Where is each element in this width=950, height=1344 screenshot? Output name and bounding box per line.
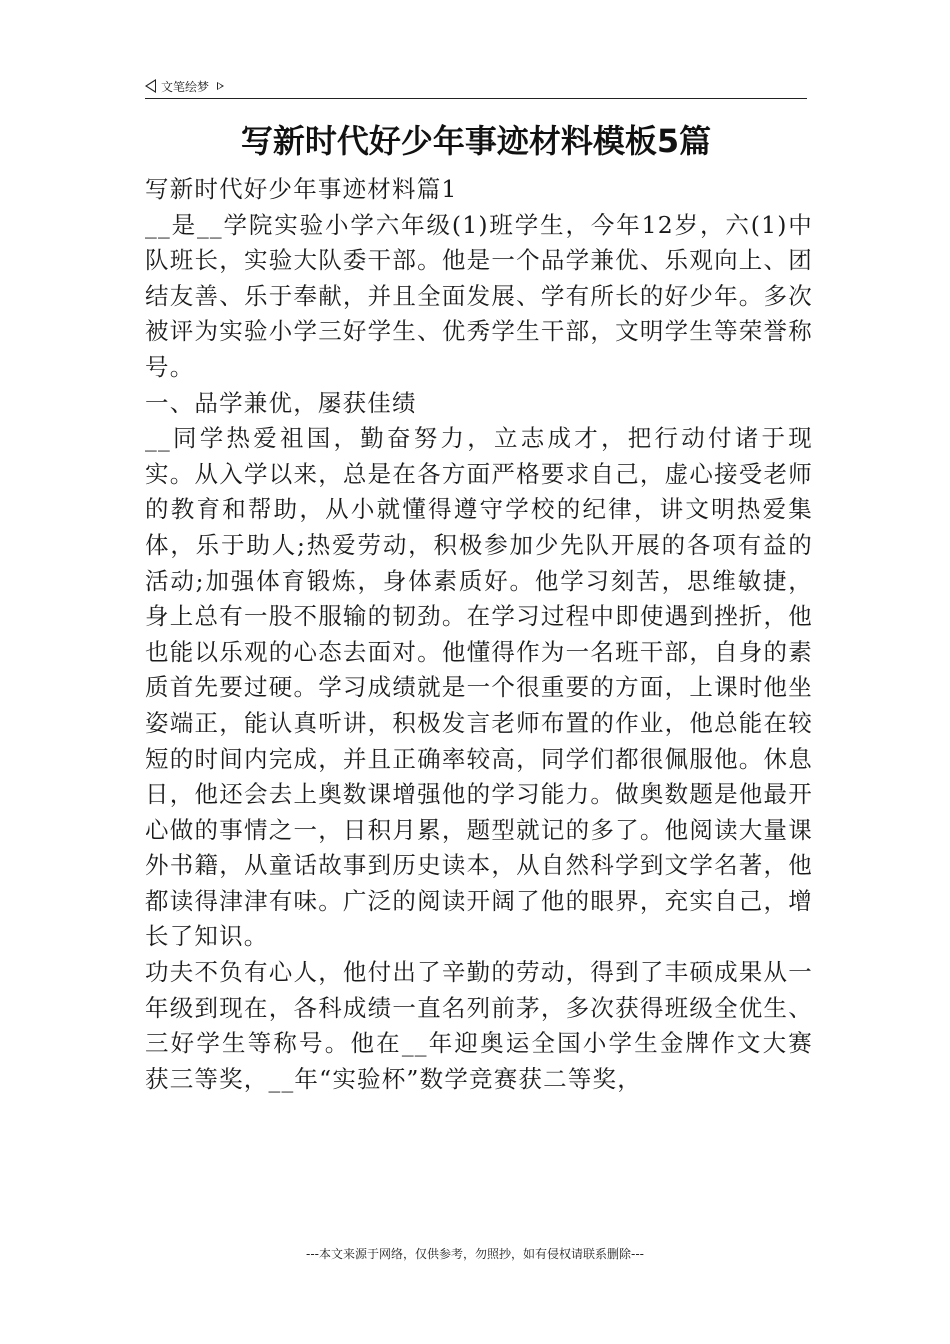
triangle-right-icon [217, 82, 224, 90]
footer-disclaimer: ---本文来源于网络，仅供参考，勿照抄，如有侵权请联系删除--- [306, 1247, 644, 1261]
triangle-left-icon [145, 79, 156, 93]
body-paragraph: __同学热爱祖国，勤奋努力，立志成才，把行动付诸于现实。从入学以来，总是在各方面严格要求自己，虚心接受老师的教育和帮助，从小就懂得遵守学校的纪律，讲文明热爱集体，乐于助人;热爱劳动，积极参加少先队开展的各项有益的活动;加强体育锻炼，身体素质好。他学习刻苦，思维敏捷，身上总有一股不服输的韧劲。在学习过程中即使遇到挫折，他也能以乐观的心态去面对。他懂得作为一名班干部，自身的素质首先要过硬。学习成绩就是一个很重要的方面，上课时他坐姿端正，能认真听讲，积极发言老师布置的作业，他总能在较短的时间内完成，并且正确率较高，同学们都很佩服他。休息日，他还会去上奥数课增强他的学习能力。做奥数题是他最开心做的事情之一，日积月累，题型就记的多了。他阅读大量课外书籍，从童话故事到历史读本，从自然科学到文学名著，他都读得津津有味。广泛的阅读开阔了他的眼界，充实自己，增长了知识。 [145, 424, 813, 951]
document-title: 写新时代好少年事迹材料模板5篇 [240, 122, 712, 160]
section-heading-2: 一、品学兼优，屡获佳绩 [145, 388, 417, 417]
page-header [145, 74, 807, 98]
section-heading-1: 写新时代好少年事迹材料篇1 [145, 175, 458, 203]
body-paragraph: 功夫不负有心人，他付出了辛勤的劳动，得到了丰硕成果从一年级到现在，各科成绩一直名列前茅，多次获得班级全优生、三好学生等称号。他在__年迎奥运全国小学生金牌作文大赛获三等奖，__年“实验杯”数学竞赛获二等奖， [145, 958, 813, 1093]
header-divider [145, 98, 807, 99]
header-brand: 文笔绘梦 [161, 79, 210, 94]
document-body [145, 172, 813, 1097]
body-paragraph: __是__学院实验小学六年级(1)班学生，今年12岁，六(1)中队班长，实验大队委干部。他是一个品学兼优、乐观向上、团结友善、乐于奉献，并且全面发展、学有所长的好少年。多次被评为实验小学三好学生、优秀学生干部，文明学生等荣誉称号。 [145, 210, 813, 381]
